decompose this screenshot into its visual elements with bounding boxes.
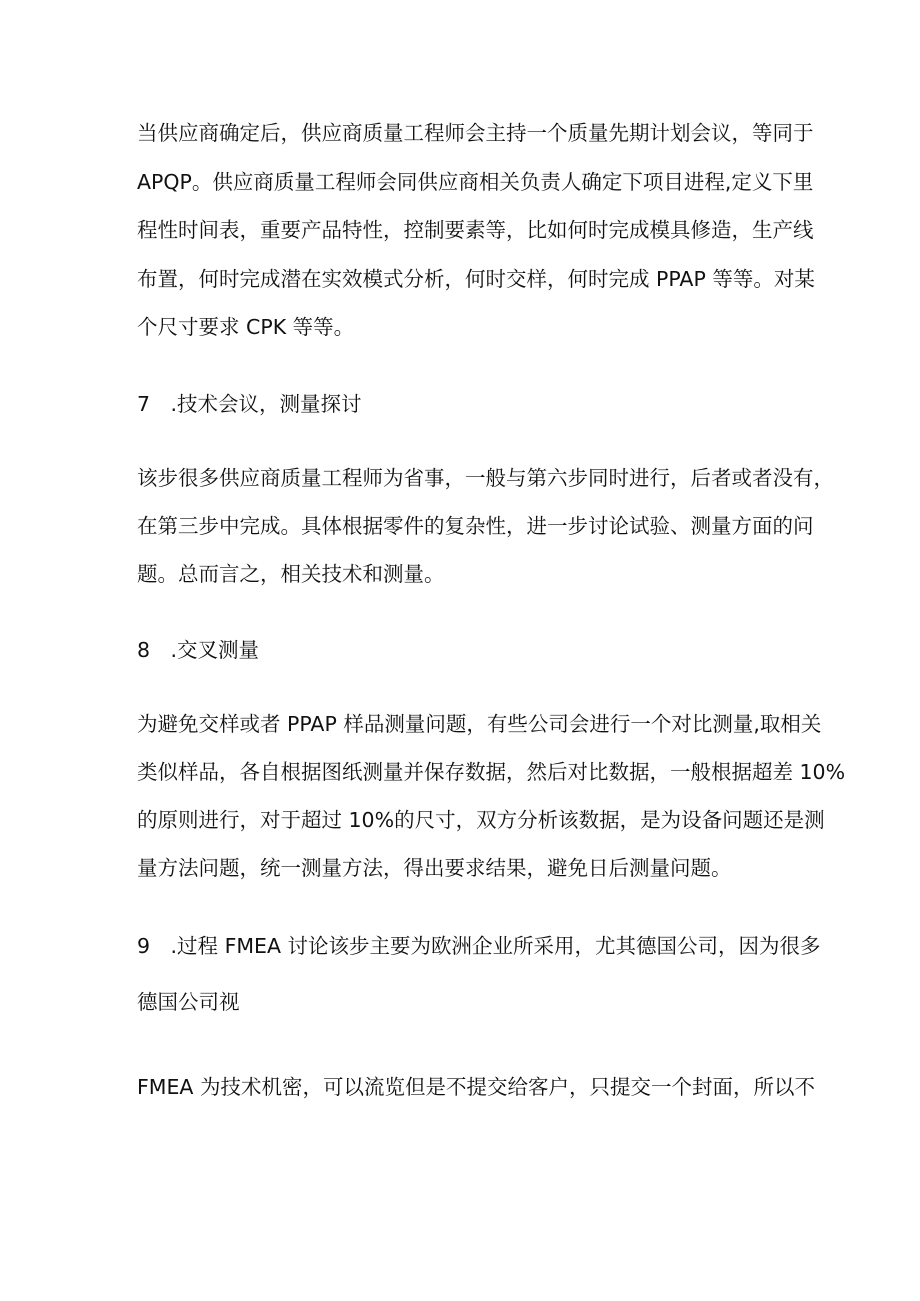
paragraph-line: APQP。供应商质量工程师会同供应商相关负责人确定下项目进程,定义下里 bbox=[137, 170, 814, 194]
paragraph-line: 为避免交样或者 PPAP 样品测量问题，有些公司会进行一个对比测量,取相关 bbox=[137, 712, 822, 736]
paragraph-line: 题。总而言之，相关技术和测量。 bbox=[137, 562, 445, 586]
paragraph-line: 程性时间表，重要产品特性，控制要素等，比如何时完成模具修造，生产线 bbox=[137, 218, 814, 242]
paragraph-line: 个尺寸要求 CPK 等等。 bbox=[137, 315, 355, 339]
paragraph-line: 的原则进行，对于超过 10%的尺寸，双方分析该数据，是为设备问题还是测 bbox=[137, 808, 825, 832]
paragraph-line: 布置，何时完成潜在实效模式分析，何时交样，何时完成 PPAP 等等。对某 bbox=[137, 267, 815, 291]
paragraph-line: 类似样品，各自根据图纸测量并保存数据，然后对比数据，一般根据超差 10% bbox=[137, 760, 846, 784]
paragraph-line: 当供应商确定后，供应商质量工程师会主持一个质量先期计划会议，等同于 bbox=[137, 121, 814, 145]
section-heading: 8 .交叉测量 bbox=[137, 638, 260, 662]
section-heading: 7 .技术会议，测量探讨 bbox=[137, 392, 362, 416]
paragraph-line: 该步很多供应商质量工程师为省事，一般与第六步同时进行，后者或者没有， bbox=[137, 466, 834, 490]
paragraph-line: 量方法问题，统一测量方法，得出要求结果，避免日后测量问题。 bbox=[137, 856, 732, 880]
section-heading: 9 .过程 FMEA 讨论该步主要为欧洲企业所采用，尤其德国公司，因为很多 bbox=[137, 934, 821, 958]
paragraph-line: FMEA 为技术机密，可以流览但是不提交给客户，只提交一个封面，所以不 bbox=[137, 1075, 815, 1099]
paragraph-line: 在第三步中完成。具体根据零件的复杂性，进一步讨论试验、测量方面的问 bbox=[137, 514, 814, 538]
section-heading: 德国公司视 bbox=[137, 990, 240, 1014]
